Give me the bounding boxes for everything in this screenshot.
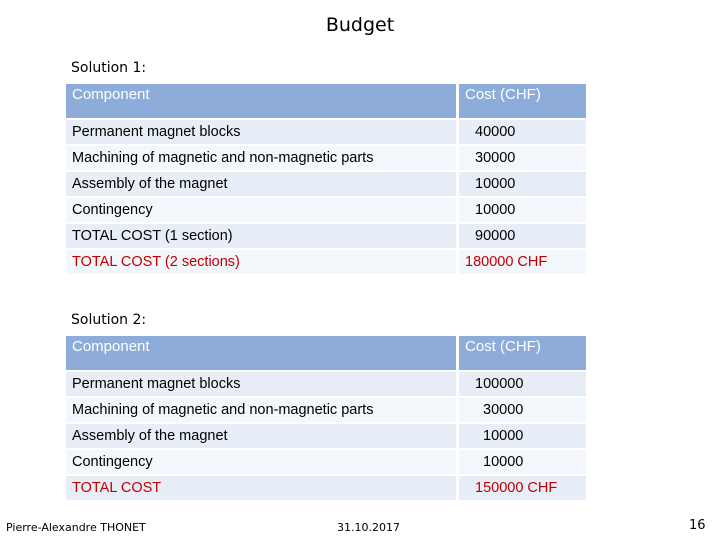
row-cost: 90000 xyxy=(456,224,586,248)
slide-title: Budget xyxy=(325,14,395,36)
row-cost: 10000 xyxy=(456,198,586,222)
table-row xyxy=(66,172,586,196)
header-component: Component xyxy=(66,84,456,118)
row-component: TOTAL COST xyxy=(66,476,456,500)
row-component: Contingency xyxy=(66,450,456,474)
row-component: TOTAL COST (1 section) xyxy=(66,224,456,248)
table-row xyxy=(66,198,586,222)
row-cost: 30000 xyxy=(456,146,586,170)
page-number: 16 xyxy=(689,518,706,533)
solution1-table xyxy=(66,82,586,276)
table-row xyxy=(66,424,586,448)
row-cost: 100000 xyxy=(456,372,586,396)
row-component: Contingency xyxy=(66,198,456,222)
row-component: Assembly of the magnet xyxy=(66,424,456,448)
row-component: Machining of magnetic and non-magnetic parts xyxy=(66,398,456,422)
table-row xyxy=(66,398,586,422)
solution2-table xyxy=(66,334,586,502)
row-component: Assembly of the magnet xyxy=(66,172,456,196)
row-cost: 10000 xyxy=(456,450,586,474)
row-cost: 40000 xyxy=(456,120,586,144)
solution1-label: Solution 1: xyxy=(71,60,147,76)
table-row xyxy=(66,120,586,144)
row-component: Machining of magnetic and non-magnetic parts xyxy=(66,146,456,170)
row-cost: 180000 CHF xyxy=(456,250,586,274)
table-row xyxy=(66,450,586,474)
row-component: Permanent magnet blocks xyxy=(66,120,456,144)
row-cost: 30000 xyxy=(456,398,586,422)
table-row xyxy=(66,372,586,396)
header-cost: Cost (CHF) xyxy=(456,84,586,118)
row-cost: 150000 CHF xyxy=(456,476,586,500)
footer-author: Pierre-Alexandre THONET xyxy=(6,521,146,534)
table-header xyxy=(66,336,586,370)
row-component: Permanent magnet blocks xyxy=(66,372,456,396)
table-row-total xyxy=(66,476,586,500)
header-cost: Cost (CHF) xyxy=(456,336,586,370)
table-row-total xyxy=(66,250,586,274)
table-header xyxy=(66,84,586,118)
row-cost: 10000 xyxy=(456,424,586,448)
table-row-total xyxy=(66,224,586,248)
table-row xyxy=(66,146,586,170)
row-cost: 10000 xyxy=(456,172,586,196)
footer-date: 31.10.2017 xyxy=(337,521,400,534)
solution2-label: Solution 2: xyxy=(71,312,147,328)
row-component: TOTAL COST (2 sections) xyxy=(66,250,456,274)
header-component: Component xyxy=(66,336,456,370)
